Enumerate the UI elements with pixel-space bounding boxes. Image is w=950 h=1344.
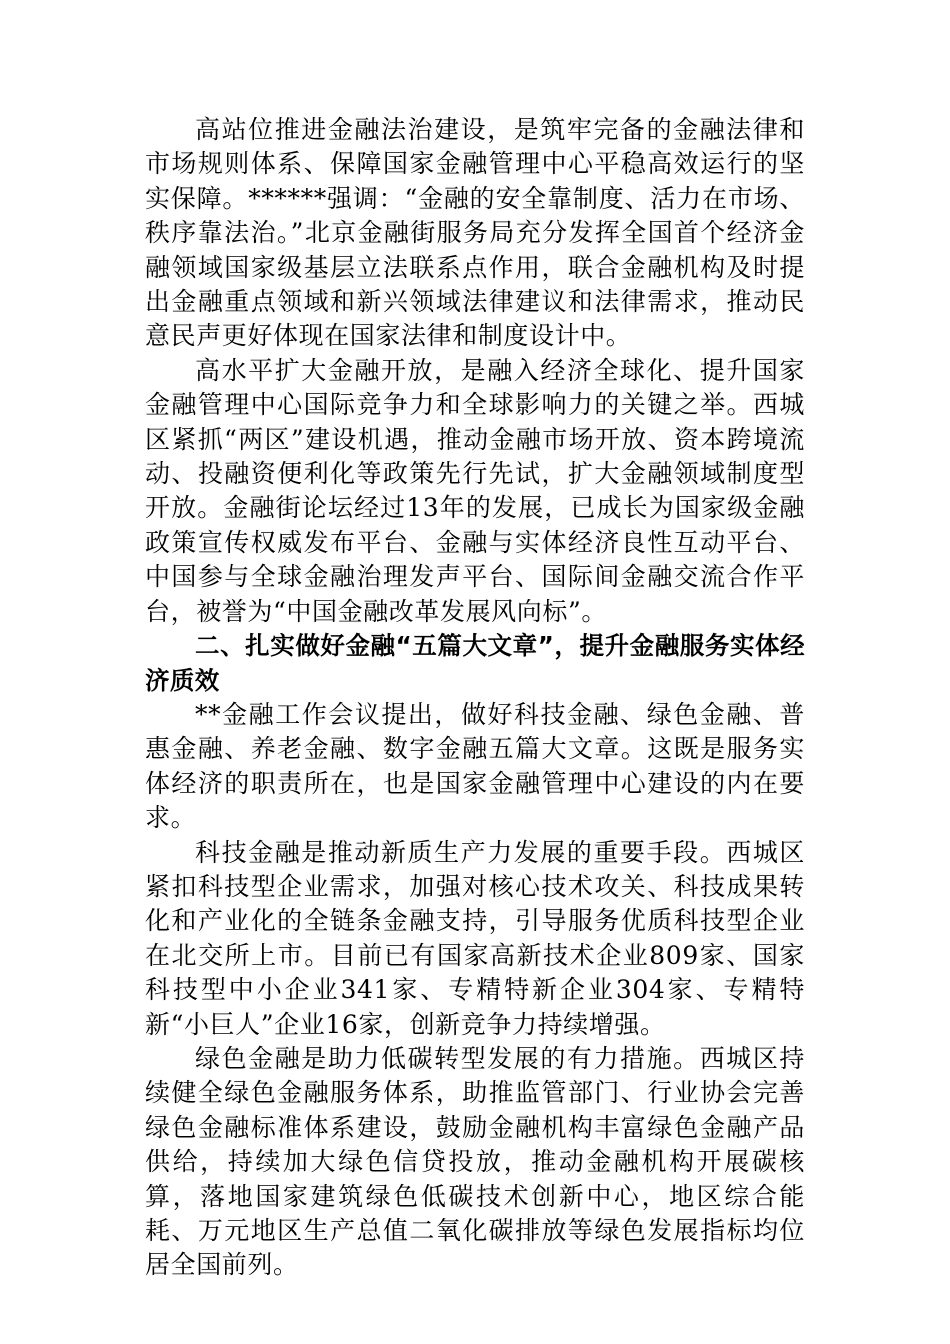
paragraph-five-articles-intro: **金融工作会议提出，做好科技金融、绿色金融、普惠金融、养老金融、数字金融五篇大文章。这既是服务实体经济的职责所在，也是国家金融管理中心建设的内在要求。	[145, 699, 805, 833]
section-heading-five-articles: 二、扎实做好金融“五篇大文章”，提升金融服务实体经济质效	[145, 631, 805, 695]
paragraph-financial-rule-of-law: 高站位推进金融法治建设，是筑牢完备的金融法律和市场规则体系、保障国家金融管理中心平稳高效运行的坚实保障。******强调：“金融的安全靠制度、活力在市场、秩序靠法治。”北京金融街服务局充分发挥全国首个经济金融领域国家级基层立法联系点作用，联合金融机构及时提出金融重点领域和新兴领域法律建议和法律需求，推动民意民声更好体现在国家法律和制度设计中。	[145, 115, 805, 351]
paragraph-tech-finance: 科技金融是推动新质生产力发展的重要手段。西城区紧扣科技型企业需求，加强对核心技术攻关、科技成果转化和产业化的全链条金融支持，引导服务优质科技型企业在北交所上市。目前已有国家高新技术企业809家、国家科技型中小企业341家、专精特新企业304家、专精特新“小巨人”企业16家，创新竞争力持续增强。	[145, 837, 805, 1039]
paragraph-financial-opening: 高水平扩大金融开放，是融入经济全球化、提升国家金融管理中心国际竞争力和全球影响力的关键之举。西城区紧抓“两区”建设机遇，推动金融市场开放、资本跨境流动、投融资便利化等政策先行先试，扩大金融领域制度型开放。金融街论坛经过13年的发展，已成长为国家级金融政策宣传权威发布平台、金融与实体经济良性互动平台、中国参与全球金融治理发声平台、国际间金融交流合作平台，被誉为“中国金融改革发展风向标”。	[145, 355, 805, 626]
paragraph-green-finance: 绿色金融是助力低碳转型发展的有力措施。西城区持续健全绿色金融服务体系，助推监管部门、行业协会完善绿色金融标准体系建设，鼓励金融机构丰富绿色金融产品供给，持续加大绿色信贷投放，推动金融机构开展碳核算，落地国家建筑绿色低碳技术创新中心，地区综合能耗、万元地区生产总值二氧化碳排放等绿色发展指标均位居全国前列。	[145, 1043, 805, 1280]
document-page	[145, 113, 805, 1283]
